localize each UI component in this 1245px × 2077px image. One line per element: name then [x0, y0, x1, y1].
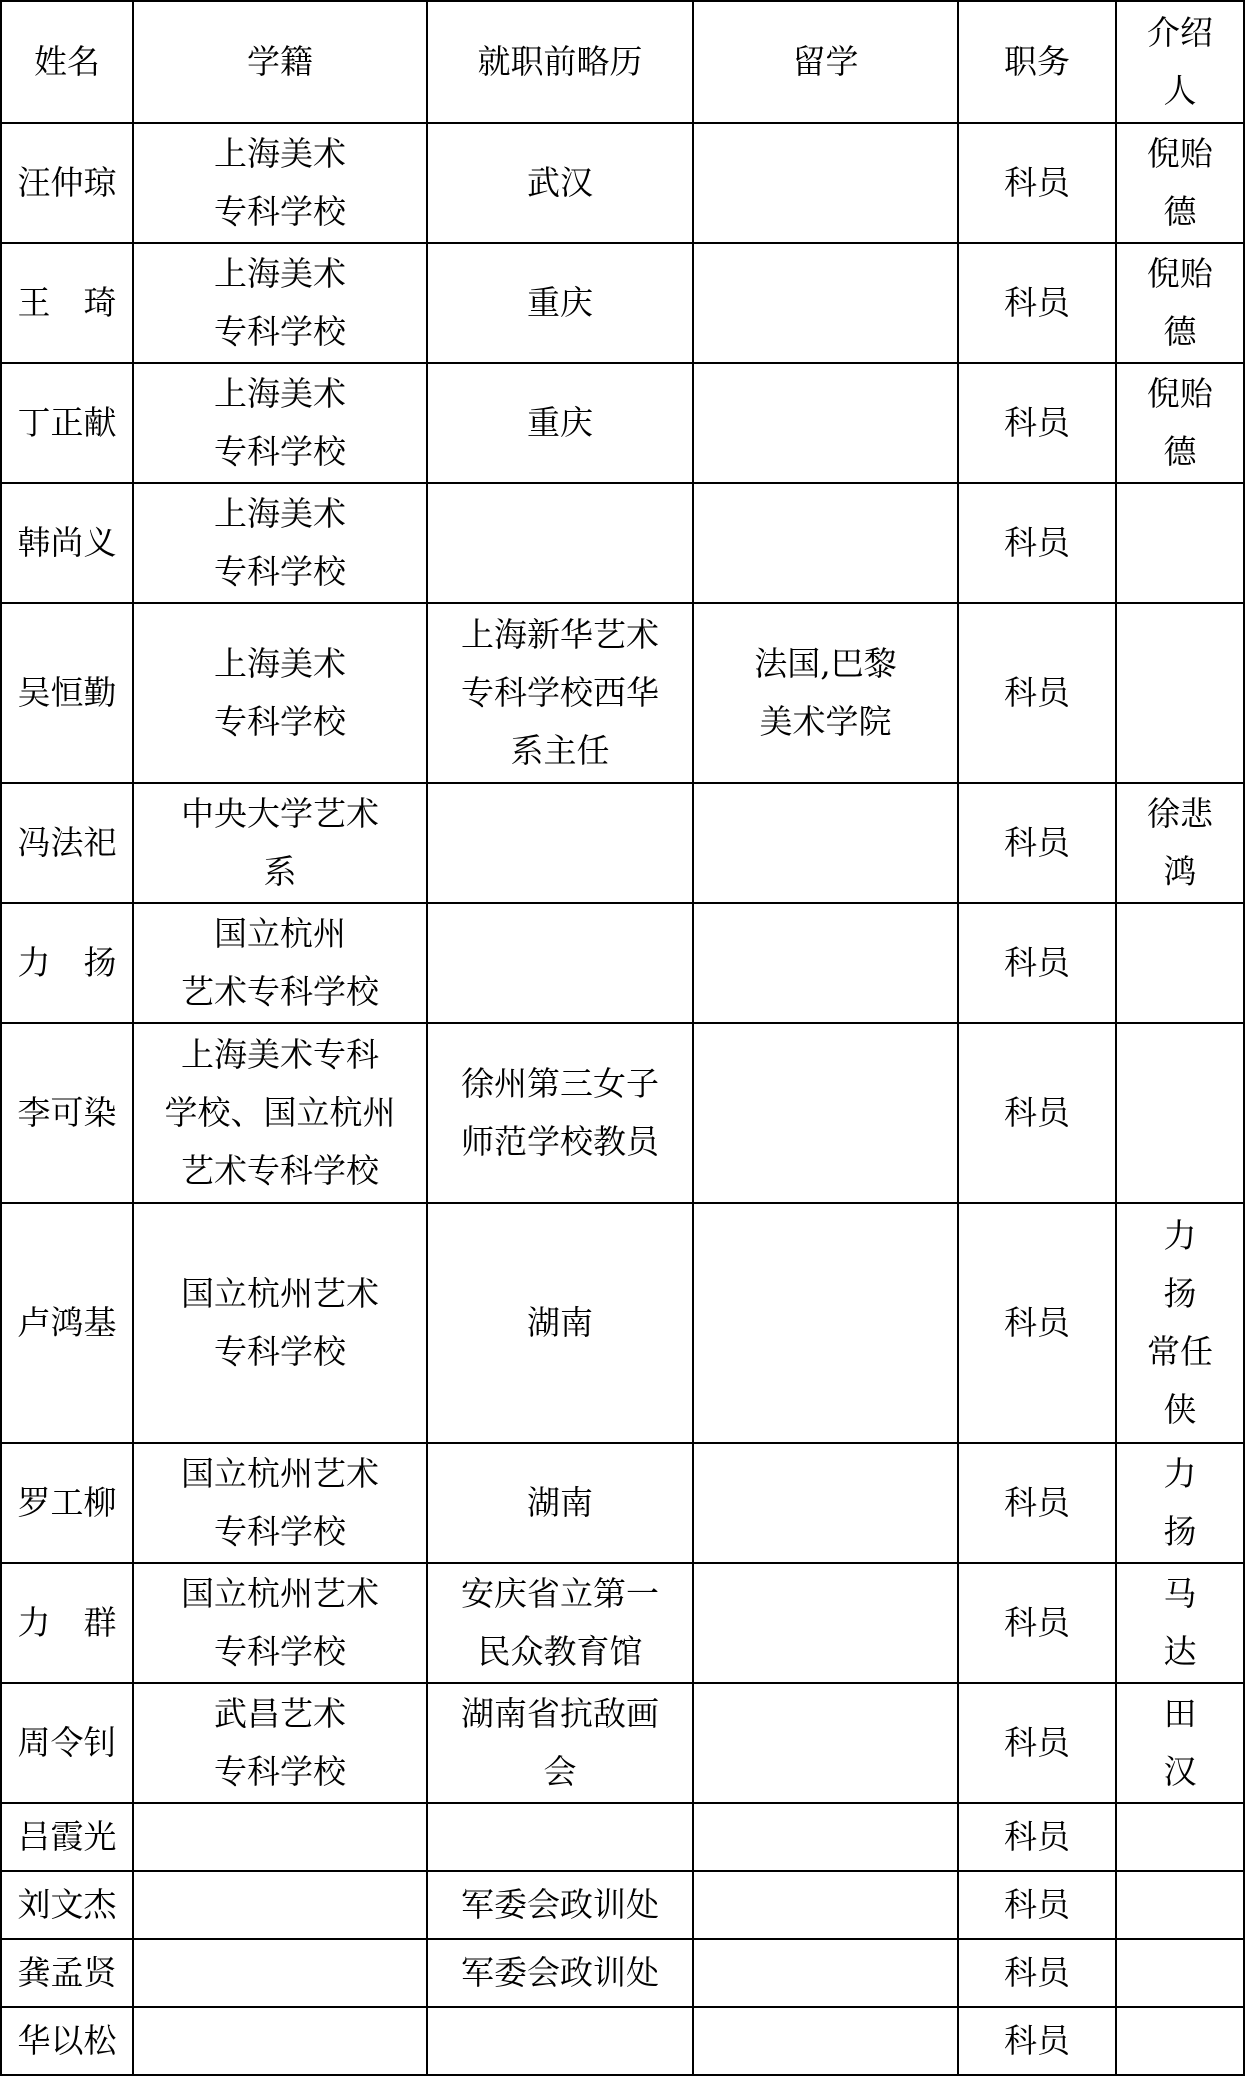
cell-position: 科员	[958, 1563, 1116, 1683]
cell-school: 上海美术 专科学校	[133, 363, 427, 483]
table-row	[1, 903, 1244, 1023]
cell-name: 卢鸿基	[1, 1203, 133, 1443]
cell-position: 科员	[958, 603, 1116, 783]
header-school: 学籍	[133, 1, 427, 123]
table-row	[1, 1871, 1244, 1939]
cell-position: 科员	[958, 243, 1116, 363]
cell-school	[133, 2007, 427, 2075]
cell-position: 科员	[958, 903, 1116, 1023]
cell-abroad: 法国,巴黎 美术学院	[693, 603, 958, 783]
cell-introducer: 倪贻 德	[1116, 123, 1244, 243]
cell-introducer	[1116, 1023, 1244, 1203]
cell-prior: 重庆	[427, 363, 693, 483]
cell-school: 国立杭州 艺术专科学校	[133, 903, 427, 1023]
table-row	[1, 2007, 1244, 2075]
cell-introducer: 马 达	[1116, 1563, 1244, 1683]
cell-prior	[427, 1803, 693, 1871]
cell-name: 吕霞光	[1, 1803, 133, 1871]
cell-school	[133, 1939, 427, 2007]
table-row	[1, 1683, 1244, 1803]
cell-position: 科员	[958, 363, 1116, 483]
cell-position: 科员	[958, 1203, 1116, 1443]
cell-prior	[427, 483, 693, 603]
cell-abroad	[693, 1939, 958, 2007]
cell-abroad	[693, 1443, 958, 1563]
cell-position: 科员	[958, 2007, 1116, 2075]
table-row	[1, 123, 1244, 243]
cell-position: 科员	[958, 483, 1116, 603]
cell-prior: 徐州第三女子 师范学校教员	[427, 1023, 693, 1203]
cell-prior	[427, 783, 693, 903]
cell-school: 上海美术 专科学校	[133, 603, 427, 783]
cell-introducer	[1116, 1871, 1244, 1939]
cell-introducer: 倪贻 德	[1116, 243, 1244, 363]
header-row	[1, 1, 1244, 123]
cell-school: 国立杭州艺术 专科学校	[133, 1203, 427, 1443]
cell-prior: 重庆	[427, 243, 693, 363]
cell-school: 国立杭州艺术 专科学校	[133, 1443, 427, 1563]
cell-school: 国立杭州艺术 专科学校	[133, 1563, 427, 1683]
cell-introducer: 力 扬 常任 侠	[1116, 1203, 1244, 1443]
table-row	[1, 603, 1244, 783]
cell-abroad	[693, 1203, 958, 1443]
cell-school: 中央大学艺术 系	[133, 783, 427, 903]
cell-school: 上海美术 专科学校	[133, 123, 427, 243]
cell-prior: 安庆省立第一 民众教育馆	[427, 1563, 693, 1683]
header-name: 姓名	[1, 1, 133, 123]
cell-position: 科员	[958, 1803, 1116, 1871]
cell-name: 冯法祀	[1, 783, 133, 903]
cell-prior: 湖南	[427, 1443, 693, 1563]
cell-introducer	[1116, 483, 1244, 603]
cell-introducer: 田 汉	[1116, 1683, 1244, 1803]
cell-school	[133, 1871, 427, 1939]
cell-school	[133, 1803, 427, 1871]
cell-abroad	[693, 483, 958, 603]
table-row	[1, 1803, 1244, 1871]
cell-position: 科员	[958, 1939, 1116, 2007]
cell-introducer	[1116, 1803, 1244, 1871]
cell-name: 王 琦	[1, 243, 133, 363]
cell-position: 科员	[958, 123, 1116, 243]
cell-abroad	[693, 1683, 958, 1803]
cell-school: 上海美术 专科学校	[133, 483, 427, 603]
table-row	[1, 243, 1244, 363]
cell-school: 上海美术专科 学校、国立杭州 艺术专科学校	[133, 1023, 427, 1203]
table-row	[1, 783, 1244, 903]
cell-abroad	[693, 903, 958, 1023]
table-row	[1, 1443, 1244, 1563]
cell-name: 华以松	[1, 2007, 133, 2075]
cell-introducer: 徐悲 鸿	[1116, 783, 1244, 903]
cell-abroad	[693, 123, 958, 243]
cell-abroad	[693, 783, 958, 903]
cell-position: 科员	[958, 1683, 1116, 1803]
cell-prior	[427, 903, 693, 1023]
cell-school: 武昌艺术 专科学校	[133, 1683, 427, 1803]
cell-introducer	[1116, 603, 1244, 783]
cell-school: 上海美术 专科学校	[133, 243, 427, 363]
cell-prior: 军委会政训处	[427, 1871, 693, 1939]
cell-position: 科员	[958, 1871, 1116, 1939]
table-row	[1, 363, 1244, 483]
cell-position: 科员	[958, 1023, 1116, 1203]
cell-name: 刘文杰	[1, 1871, 133, 1939]
table-row	[1, 1023, 1244, 1203]
header-prior: 就职前略历	[427, 1, 693, 123]
cell-prior	[427, 2007, 693, 2075]
cell-introducer	[1116, 2007, 1244, 2075]
cell-prior: 上海新华艺术 专科学校西华 系主任	[427, 603, 693, 783]
header-position: 职务	[958, 1, 1116, 123]
cell-name: 罗工柳	[1, 1443, 133, 1563]
cell-abroad	[693, 1023, 958, 1203]
cell-introducer: 力 扬	[1116, 1443, 1244, 1563]
header-abroad: 留学	[693, 1, 958, 123]
table-row	[1, 483, 1244, 603]
cell-abroad	[693, 1563, 958, 1683]
cell-prior: 湖南	[427, 1203, 693, 1443]
table-row	[1, 1939, 1244, 2007]
table-row	[1, 1203, 1244, 1443]
cell-name: 汪仲琼	[1, 123, 133, 243]
cell-position: 科员	[958, 783, 1116, 903]
cell-abroad	[693, 243, 958, 363]
cell-name: 力 扬	[1, 903, 133, 1023]
cell-position: 科员	[958, 1443, 1116, 1563]
cell-name: 吴恒勤	[1, 603, 133, 783]
cell-name: 力 群	[1, 1563, 133, 1683]
cell-prior: 军委会政训处	[427, 1939, 693, 2007]
table-row	[1, 1563, 1244, 1683]
cell-abroad	[693, 1871, 958, 1939]
cell-introducer: 倪贻 德	[1116, 363, 1244, 483]
cell-abroad	[693, 2007, 958, 2075]
cell-abroad	[693, 363, 958, 483]
header-introducer: 介绍 人	[1116, 1, 1244, 123]
cell-name: 韩尚义	[1, 483, 133, 603]
cell-name: 龚孟贤	[1, 1939, 133, 2007]
cell-name: 丁正献	[1, 363, 133, 483]
cell-name: 李可染	[1, 1023, 133, 1203]
cell-introducer	[1116, 1939, 1244, 2007]
cell-abroad	[693, 1803, 958, 1871]
cell-introducer	[1116, 903, 1244, 1023]
cell-prior: 湖南省抗敌画 会	[427, 1683, 693, 1803]
cell-name: 周令钊	[1, 1683, 133, 1803]
cell-prior: 武汉	[427, 123, 693, 243]
